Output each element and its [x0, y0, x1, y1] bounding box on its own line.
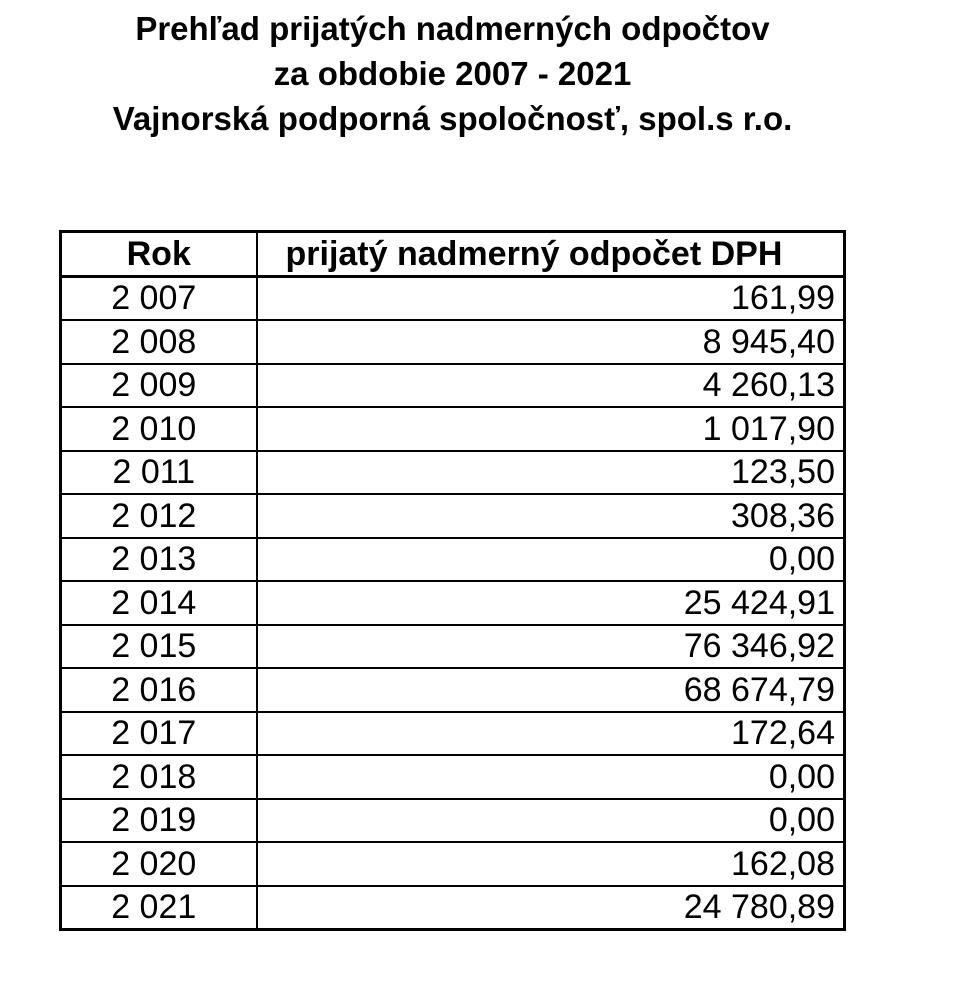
table-row	[61, 799, 845, 843]
year-cell: 2 012	[61, 494, 257, 538]
table-row	[61, 364, 845, 408]
title-line-3: Vajnorská podporná spoločnosť, spol.s r.o.	[112, 100, 793, 137]
year-cell: 2 021	[61, 886, 257, 930]
value-cell: 0,00	[257, 538, 845, 582]
year-cell: 2 011	[61, 451, 257, 495]
table-row	[61, 625, 845, 669]
table-row	[61, 538, 845, 582]
value-cell: 25 424,91	[257, 581, 845, 625]
year-cell: 2 013	[61, 538, 257, 582]
year-cell: 2 007	[61, 276, 257, 320]
value-cell: 76 346,92	[257, 625, 845, 669]
table-row	[61, 668, 845, 712]
table-row	[61, 276, 845, 320]
value-cell: 0,00	[257, 799, 845, 843]
year-cell: 2 010	[61, 407, 257, 451]
table-row	[61, 886, 845, 930]
value-cell: 308,36	[257, 494, 845, 538]
year-cell: 2 016	[61, 668, 257, 712]
value-cell: 172,64	[257, 712, 845, 756]
table-row	[61, 712, 845, 756]
document-title	[0, 6, 905, 141]
year-cell: 2 017	[61, 712, 257, 756]
title-line-1: Prehľad prijatých nadmerných odpočtov	[135, 10, 770, 47]
header-vat-refund: prijatý nadmerný odpočet DPH	[257, 232, 845, 277]
value-cell: 68 674,79	[257, 668, 845, 712]
table-row	[61, 842, 845, 886]
value-cell: 162,08	[257, 842, 845, 886]
table-row	[61, 581, 845, 625]
title-line-2: za obdobie 2007 - 2021	[273, 55, 632, 92]
table-header-row	[61, 232, 845, 277]
table-row	[61, 755, 845, 799]
table-row	[61, 407, 845, 451]
year-cell: 2 009	[61, 364, 257, 408]
value-cell: 1 017,90	[257, 407, 845, 451]
year-cell: 2 015	[61, 625, 257, 669]
value-cell: 8 945,40	[257, 320, 845, 364]
vat-refund-table	[59, 230, 846, 931]
value-cell: 161,99	[257, 276, 845, 320]
value-cell: 0,00	[257, 755, 845, 799]
table-row	[61, 320, 845, 364]
value-cell: 123,50	[257, 451, 845, 495]
year-cell: 2 018	[61, 755, 257, 799]
year-cell: 2 020	[61, 842, 257, 886]
value-cell: 24 780,89	[257, 886, 845, 930]
table-row	[61, 494, 845, 538]
header-year: Rok	[61, 232, 257, 277]
year-cell: 2 019	[61, 799, 257, 843]
value-cell: 4 260,13	[257, 364, 845, 408]
table-row	[61, 451, 845, 495]
year-cell: 2 014	[61, 581, 257, 625]
year-cell: 2 008	[61, 320, 257, 364]
